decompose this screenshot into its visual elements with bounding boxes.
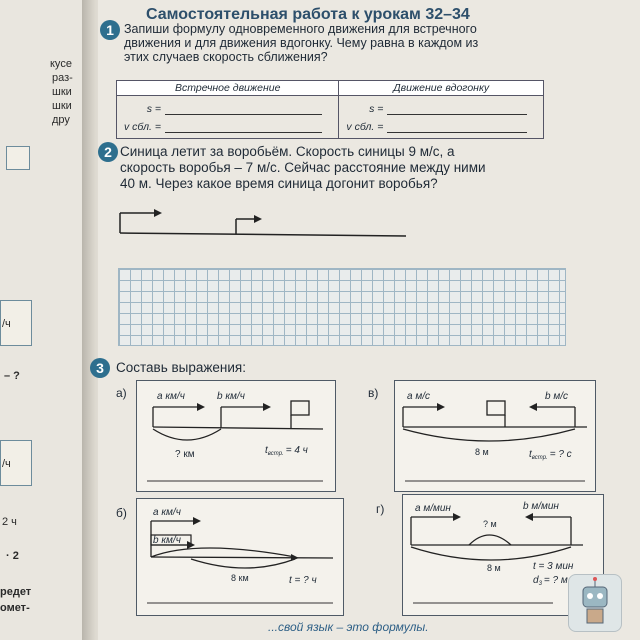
answer-line[interactable] — [387, 104, 527, 115]
task1-text — [124, 22, 564, 64]
speed-label: a м/мин — [415, 503, 451, 514]
speed-label: b м/мин — [523, 501, 559, 512]
diagram-box-v — [394, 380, 596, 492]
speed-label: a км/ч — [153, 507, 181, 518]
squared-answer-grid[interactable] — [118, 268, 566, 346]
left-fragment: дру — [52, 114, 70, 126]
text-line: этих случаев скорость сближения? — [124, 50, 328, 64]
left-fragment: кусе — [50, 58, 72, 70]
speed-label: b км/ч — [217, 391, 245, 402]
diagram-v — [395, 381, 595, 491]
left-fragment: /ч — [2, 458, 11, 470]
speed-label: b м/с — [545, 391, 568, 402]
page-title: Самостоятельная работа к урокам 32–34 — [146, 6, 470, 23]
formula-label: v сбл. = — [124, 121, 161, 133]
text-line: скорость воробья – 7 м/с. Сейчас расстояние между ними — [120, 160, 486, 175]
speed-label: a м/с — [407, 391, 430, 402]
robot-mascot-icon — [568, 574, 622, 632]
workbook-page — [98, 0, 640, 640]
left-fragment: · 2 — [6, 550, 19, 562]
table-header-meeting: Встречное движение — [117, 81, 339, 96]
answer-line[interactable] — [387, 122, 527, 133]
left-fragment: раз- — [52, 72, 73, 84]
text-line: движения и для движения вдогонку. Чему равна в каждом из — [124, 36, 479, 50]
distance-label: ? км — [175, 449, 195, 460]
task2-text — [120, 144, 570, 192]
text-line: Запиши формулу одновременного движения для встречного — [124, 22, 477, 36]
left-page — [0, 0, 86, 640]
left-fragment: шки — [52, 100, 72, 112]
diagram-box-a — [136, 380, 336, 492]
diagram-b — [137, 499, 343, 615]
time-label: t = ? ч — [289, 575, 317, 586]
answer-line[interactable] — [165, 104, 322, 115]
left-fragment: шки — [52, 86, 72, 98]
task2-diagram — [116, 205, 416, 245]
left-fragment: – ? — [4, 370, 20, 382]
left-fragment: 2 ч — [2, 516, 17, 528]
text-line: Синица летит за воробьём. Скорость синицы 9 м/с, а — [120, 144, 455, 159]
task-number-3: 3 — [90, 358, 110, 378]
text-line: 40 м. Через какое время синица догонит воробья? — [120, 176, 438, 191]
distance-label: 8 км — [231, 573, 249, 583]
footer-text: ...свой язык – это формулы. — [268, 620, 429, 634]
left-fragment: омет- — [0, 602, 30, 614]
distance-label: 8 м — [475, 447, 489, 457]
answer-line[interactable] — [165, 122, 322, 133]
formula-label: s = — [146, 103, 161, 115]
time-label: $t_{встр.}$ = ? с — [529, 449, 572, 461]
distance-after-label: $d_3$ = ? м — [533, 575, 568, 587]
formula-label: s = — [369, 103, 384, 115]
time-label: t = 3 мин — [533, 561, 574, 572]
task3-heading: Составь выражения: — [116, 360, 246, 375]
gap-label: ? м — [483, 519, 497, 529]
left-answer-box — [6, 146, 30, 170]
left-fragment: /ч — [2, 318, 11, 330]
speed-label: a км/ч — [157, 391, 185, 402]
diagram-a — [137, 381, 335, 491]
time-label: $t_{встр.} = 4$ ч — [265, 445, 308, 457]
diagram-box-b — [136, 498, 344, 616]
task-number-1: 1 — [100, 20, 120, 40]
subtask-letter-g: г) — [376, 502, 385, 516]
task-number-2: 2 — [98, 142, 118, 162]
subtask-letter-b: б) — [116, 506, 127, 520]
subtask-letter-v: в) — [368, 386, 379, 400]
speed-label: b км/ч — [153, 535, 181, 546]
formula-table — [116, 80, 544, 139]
subtask-letter-a: а) — [116, 386, 127, 400]
distance-label: 8 м — [487, 563, 501, 573]
left-fragment: редет — [0, 586, 32, 598]
table-cell-meeting — [117, 96, 339, 139]
formula-label: v сбл. = — [346, 121, 384, 133]
table-header-chase: Движение вдогонку — [339, 81, 544, 96]
table-cell-chase — [339, 96, 544, 139]
